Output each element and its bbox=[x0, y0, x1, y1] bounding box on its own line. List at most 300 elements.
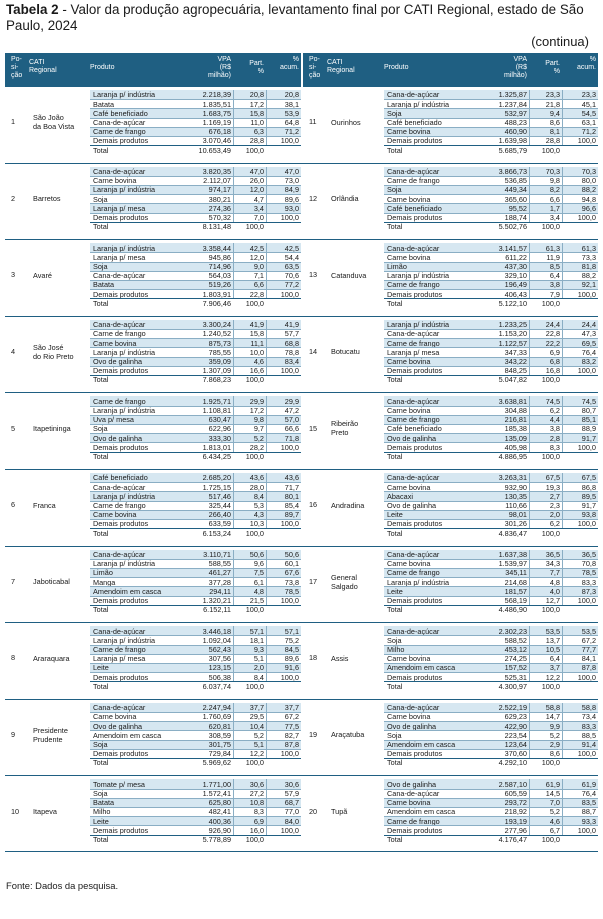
cell-produto: Ovo de galinha bbox=[387, 721, 437, 731]
cell-vpa: 517,46 bbox=[208, 491, 231, 501]
cell-vpa: 123,64 bbox=[504, 740, 527, 749]
cell-produto: Demais produtos bbox=[387, 289, 443, 299]
cell-produto: Uva p/ mesa bbox=[93, 415, 134, 425]
cell-vpa: 400,36 bbox=[208, 816, 231, 826]
cell-produto: Soja bbox=[93, 194, 108, 204]
cell-produto: Laranja p/ indústria bbox=[93, 347, 156, 357]
cell-part: 17,2 bbox=[249, 99, 264, 109]
cell-part: 2,9 bbox=[549, 740, 560, 749]
cell-vpa: 2.247,94 bbox=[202, 703, 231, 713]
cell-part: 8,4 bbox=[253, 672, 264, 682]
cell-vpa: 1.803,91 bbox=[202, 289, 231, 299]
column-rule bbox=[529, 243, 530, 298]
cell-acum: 89,7 bbox=[284, 510, 299, 520]
header-acum: % acum. bbox=[576, 56, 596, 71]
cell-part: 24,4 bbox=[545, 320, 560, 330]
cell-produto: Café beneficiado bbox=[387, 203, 442, 213]
cell-vpa: 2.218,39 bbox=[202, 90, 231, 100]
section-divider bbox=[5, 239, 598, 240]
cell-acum: 73,8 bbox=[284, 577, 299, 587]
cell-acum: 100,0 bbox=[280, 672, 299, 682]
cell-part: 6,8 bbox=[549, 357, 560, 366]
cell-acum: 100,0 bbox=[280, 366, 299, 376]
cell-vpa: 365,60 bbox=[504, 194, 527, 204]
cell-acum: 71,7 bbox=[284, 482, 299, 492]
cell-acum: 93,8 bbox=[581, 510, 596, 520]
cell-acum: 47,3 bbox=[581, 329, 596, 339]
column-rule bbox=[562, 703, 563, 758]
cell-vpa: 1.813,01 bbox=[202, 442, 231, 452]
cell-vpa: 294,11 bbox=[209, 586, 231, 596]
cell-produto: Demais produtos bbox=[387, 749, 443, 759]
cell-acum: 83,5 bbox=[581, 798, 596, 808]
cell-part: 9,7 bbox=[253, 424, 264, 434]
cell-produto: Laranja p/ mesa bbox=[93, 203, 146, 213]
column-rule bbox=[266, 396, 267, 451]
column-rule bbox=[562, 473, 563, 528]
header-cati-regional: CATI Regional bbox=[29, 59, 57, 74]
total-part: 100,0 bbox=[541, 452, 560, 461]
cell-vpa: 1.639,98 bbox=[498, 136, 527, 146]
cell-produto: Demais produtos bbox=[387, 519, 443, 529]
cell-vpa: 307,56 bbox=[208, 654, 231, 664]
cell-produto: Milho bbox=[387, 645, 405, 654]
cell-acum: 50,6 bbox=[284, 550, 299, 559]
column-rule bbox=[233, 90, 234, 145]
header-part: Part. % bbox=[545, 60, 560, 75]
cell-vpa: 3.820,35 bbox=[202, 167, 231, 176]
cell-vpa: 218,92 bbox=[504, 807, 527, 817]
cell-part: 9,4 bbox=[549, 108, 560, 118]
cell-acum: 47,2 bbox=[284, 406, 299, 415]
total-vpa: 4.836,47 bbox=[498, 528, 527, 538]
cell-acum: 88,2 bbox=[581, 271, 596, 281]
cell-vpa: 875,73 bbox=[208, 338, 231, 348]
position-number: 8 bbox=[11, 653, 16, 663]
cell-acum: 89,6 bbox=[284, 654, 299, 664]
cell-part: 27,2 bbox=[249, 789, 264, 798]
cell-vpa: 461,27 bbox=[208, 568, 231, 578]
column-rule bbox=[529, 779, 530, 834]
cell-produto: Carne de frango bbox=[93, 396, 146, 406]
column-rule bbox=[233, 243, 234, 298]
cell-acum: 58,8 bbox=[581, 703, 596, 713]
cell-acum: 89,5 bbox=[581, 491, 596, 501]
total-vpa: 10.653,49 bbox=[198, 145, 231, 155]
cell-produto: Laranja p/ mesa bbox=[387, 347, 440, 357]
total-part: 100,0 bbox=[541, 528, 560, 538]
cell-part: 9,3 bbox=[253, 645, 264, 654]
cell-acum: 37,7 bbox=[284, 703, 299, 713]
cell-produto: Demais produtos bbox=[93, 442, 149, 452]
cell-produto: Laranja p/ indústria bbox=[93, 90, 156, 100]
cell-vpa: 1.925,71 bbox=[202, 396, 231, 406]
cell-produto: Amendoim em casca bbox=[387, 663, 456, 673]
cell-vpa: 1.572,41 bbox=[202, 789, 231, 798]
cell-produto: Carne bovina bbox=[387, 712, 431, 722]
cell-vpa: 1.683,75 bbox=[202, 108, 231, 118]
cell-produto: Leite bbox=[387, 586, 403, 596]
cell-produto: Cana-de-açúcar bbox=[387, 703, 440, 713]
cell-acum: 67,5 bbox=[581, 473, 596, 483]
cell-vpa: 3.300,24 bbox=[202, 320, 231, 330]
cell-vpa: 611,22 bbox=[505, 252, 527, 262]
total-vpa: 7.906,46 bbox=[202, 298, 231, 308]
header-vpa: VPA (R$ milhão) bbox=[208, 56, 231, 79]
cell-produto: Carne de frango bbox=[93, 127, 146, 137]
cell-vpa: 974,17 bbox=[208, 185, 231, 195]
cell-produto: Carne bovina bbox=[93, 712, 137, 722]
cell-vpa: 3.263,31 bbox=[498, 473, 527, 483]
column-rule bbox=[529, 396, 530, 451]
cati-regional-name: Avaré bbox=[33, 270, 52, 280]
cell-vpa: 3.866,73 bbox=[498, 167, 527, 176]
cell-acum: 88,2 bbox=[581, 185, 596, 195]
cell-part: 11,1 bbox=[250, 338, 264, 348]
cell-part: 10,3 bbox=[249, 519, 264, 529]
cell-part: 1,7 bbox=[549, 203, 560, 213]
total-vpa: 5.969,62 bbox=[202, 758, 231, 768]
total-vpa: 4.292,10 bbox=[498, 758, 527, 768]
cell-produto: Demais produtos bbox=[93, 213, 149, 222]
cell-produto: Carne bovina bbox=[387, 482, 431, 492]
cell-acum: 54,4 bbox=[284, 252, 299, 262]
cell-acum: 67,6 bbox=[284, 568, 299, 578]
cell-vpa: 570,32 bbox=[208, 213, 231, 222]
cell-part: 12,2 bbox=[249, 749, 264, 759]
cell-produto: Cana-de-açúcar bbox=[387, 473, 440, 483]
cell-part: 8,1 bbox=[549, 127, 560, 137]
cell-acum: 92,1 bbox=[581, 280, 596, 290]
cell-part: 20,8 bbox=[249, 90, 264, 100]
cell-part: 61,3 bbox=[545, 243, 560, 253]
cell-part: 5,3 bbox=[253, 501, 264, 510]
cell-vpa: 3.141,57 bbox=[498, 243, 527, 253]
cell-part: 5,1 bbox=[253, 654, 264, 664]
section-divider bbox=[5, 163, 598, 164]
cell-vpa: 714,96 bbox=[208, 262, 231, 271]
cell-acum: 85,1 bbox=[581, 415, 596, 425]
cell-produto: Carne de frango bbox=[387, 568, 440, 578]
cell-produto: Cana-de-açúcar bbox=[93, 320, 146, 330]
total-vpa: 6.152,11 bbox=[203, 605, 231, 615]
cell-part: 2,3 bbox=[549, 501, 560, 510]
cell-vpa: 1.240,52 bbox=[202, 329, 231, 339]
cell-part: 7,9 bbox=[549, 289, 560, 299]
cell-part: 36,5 bbox=[545, 550, 560, 559]
cell-produto: Cana-de-açúcar bbox=[387, 167, 440, 176]
cell-vpa: 633,59 bbox=[208, 519, 231, 529]
cell-acum: 64,8 bbox=[284, 118, 299, 127]
source-note: Fonte: Dados da pesquisa. bbox=[6, 880, 119, 891]
cell-vpa: 460,90 bbox=[504, 127, 527, 137]
total-part: 100,0 bbox=[541, 758, 560, 768]
cell-part: 16,0 bbox=[249, 825, 264, 835]
cell-part: 10,4 bbox=[249, 721, 264, 731]
total-produto: Total bbox=[387, 375, 403, 385]
cell-part: 34,3 bbox=[545, 559, 560, 569]
cell-acum: 36,5 bbox=[581, 550, 596, 559]
total-produto: Total bbox=[93, 681, 109, 691]
cell-vpa: 301,75 bbox=[208, 740, 231, 749]
total-vpa: 5.778,89 bbox=[202, 835, 231, 844]
cell-vpa: 932,90 bbox=[504, 482, 527, 492]
cell-part: 4,6 bbox=[549, 816, 560, 826]
cell-acum: 80,1 bbox=[284, 491, 299, 501]
cell-acum: 80,0 bbox=[581, 176, 596, 186]
cell-acum: 88,9 bbox=[581, 424, 596, 434]
cell-acum: 53,9 bbox=[284, 108, 299, 118]
cell-vpa: 196,49 bbox=[504, 280, 527, 290]
cell-vpa: 223,54 bbox=[504, 730, 527, 740]
cell-part: 9,6 bbox=[253, 559, 264, 569]
cell-vpa: 536,85 bbox=[504, 176, 527, 186]
cell-part: 28,8 bbox=[249, 136, 264, 146]
header-acum: % acum. bbox=[279, 56, 299, 71]
cell-vpa: 274,25 bbox=[504, 654, 527, 664]
cell-vpa: 2.587,10 bbox=[498, 779, 527, 789]
position-number: 7 bbox=[11, 576, 16, 586]
cati-regional-name: Araraquara bbox=[33, 653, 70, 663]
column-rule bbox=[233, 320, 234, 375]
cell-part: 6,3 bbox=[253, 127, 264, 137]
cell-vpa: 729,84 bbox=[208, 749, 231, 759]
cell-produto: Laranja p/ indústria bbox=[93, 243, 156, 253]
cell-part: 6,2 bbox=[549, 519, 560, 529]
cell-acum: 70,8 bbox=[581, 559, 596, 569]
cell-part: 8,6 bbox=[549, 749, 560, 759]
cell-acum: 73,4 bbox=[581, 712, 596, 722]
cell-acum: 67,2 bbox=[581, 635, 596, 645]
cell-vpa: 329,10 bbox=[504, 271, 527, 281]
cati-regional-name: Araçatuba bbox=[331, 730, 365, 740]
cell-acum: 100,0 bbox=[577, 749, 596, 759]
cell-acum: 77,5 bbox=[284, 721, 299, 731]
cell-produto: Amendoim em casca bbox=[93, 586, 162, 596]
total-produto: Total bbox=[93, 298, 109, 308]
position-number: 14 bbox=[309, 347, 318, 356]
total-produto: Total bbox=[387, 298, 403, 308]
column-rule bbox=[562, 550, 563, 605]
cell-vpa: 1.835,51 bbox=[202, 99, 231, 109]
cell-acum: 96,6 bbox=[581, 203, 596, 213]
cell-part: 12,7 bbox=[545, 596, 560, 605]
cell-acum: 91,4 bbox=[581, 740, 596, 749]
cell-part: 28,2 bbox=[249, 442, 264, 452]
cell-acum: 91,7 bbox=[581, 433, 596, 443]
cell-acum: 82,7 bbox=[284, 730, 299, 740]
cell-acum: 93,0 bbox=[284, 203, 299, 213]
column-rule bbox=[266, 550, 267, 605]
cell-acum: 77,2 bbox=[284, 280, 299, 290]
column-rule bbox=[233, 473, 234, 528]
cell-produto: Cana-de-açúcar bbox=[387, 626, 440, 636]
cell-part: 4,8 bbox=[253, 586, 264, 596]
cell-vpa: 422,90 bbox=[504, 721, 527, 731]
total-vpa: 4.176,47 bbox=[498, 835, 527, 844]
cell-produto: Soja bbox=[93, 262, 108, 271]
column-rule bbox=[562, 396, 563, 451]
cell-part: 7,1 bbox=[253, 271, 264, 281]
cell-part: 6,9 bbox=[253, 816, 264, 826]
cell-produto: Café beneficiado bbox=[93, 108, 148, 118]
column-rule bbox=[562, 167, 563, 222]
cell-acum: 29,9 bbox=[284, 396, 299, 406]
position-number: 5 bbox=[11, 423, 16, 433]
table-bottom-rule bbox=[5, 851, 598, 852]
position-number: 11 bbox=[309, 117, 317, 127]
total-part: 100,0 bbox=[245, 528, 264, 538]
cell-produto: Carne bovina bbox=[387, 252, 431, 262]
cell-acum: 88,7 bbox=[581, 807, 596, 817]
cell-vpa: 1.760,69 bbox=[202, 712, 231, 722]
cell-part: 6,6 bbox=[253, 280, 264, 290]
cell-vpa: 2.302,23 bbox=[498, 626, 527, 636]
header-produto: Produto bbox=[90, 64, 115, 71]
cell-vpa: 785,55 bbox=[208, 347, 231, 357]
cell-acum: 41,9 bbox=[284, 320, 299, 330]
column-rule bbox=[233, 626, 234, 681]
cell-acum: 60,1 bbox=[284, 559, 299, 569]
cell-produto: Leite bbox=[93, 816, 109, 826]
cell-part: 9,8 bbox=[253, 415, 264, 425]
cell-acum: 100,0 bbox=[577, 136, 596, 146]
cell-produto: Soja bbox=[387, 730, 402, 740]
cell-part: 8,6 bbox=[549, 118, 560, 127]
cell-part: 47,0 bbox=[249, 167, 264, 176]
cell-acum: 45,1 bbox=[581, 99, 596, 109]
cell-part: 12,0 bbox=[249, 185, 264, 195]
cell-acum: 100,0 bbox=[577, 366, 596, 376]
cell-part: 8,4 bbox=[253, 491, 264, 501]
cell-part: 14,7 bbox=[545, 712, 560, 722]
cell-acum: 71,2 bbox=[284, 127, 299, 137]
cell-produto: Carne bovina bbox=[387, 654, 431, 664]
cell-vpa: 3.070,46 bbox=[202, 136, 231, 146]
cell-acum: 57,0 bbox=[284, 415, 299, 425]
cell-produto: Soja bbox=[93, 424, 108, 434]
cell-produto: Limão bbox=[93, 568, 113, 578]
cell-produto: Ovo de galinha bbox=[93, 433, 143, 443]
cati-regional-name: Assis bbox=[331, 653, 349, 663]
total-vpa: 6.434,25 bbox=[202, 452, 231, 461]
cell-acum: 57,7 bbox=[284, 329, 299, 339]
cell-part: 6,9 bbox=[549, 347, 560, 357]
cell-produto: Carne de frango bbox=[387, 176, 440, 186]
cell-part: 3,4 bbox=[549, 213, 560, 222]
cell-vpa: 277,96 bbox=[504, 825, 527, 835]
cell-part: 8,5 bbox=[549, 262, 560, 271]
column-rule bbox=[266, 703, 267, 758]
cell-vpa: 926,90 bbox=[208, 825, 231, 835]
cell-acum: 68,8 bbox=[284, 338, 299, 348]
section-divider bbox=[5, 392, 598, 393]
cell-acum: 100,0 bbox=[577, 825, 596, 835]
total-part: 100,0 bbox=[245, 145, 264, 155]
cell-produto: Carne bovina bbox=[387, 357, 431, 366]
cell-part: 74,5 bbox=[545, 396, 560, 406]
total-produto: Total bbox=[93, 835, 109, 844]
header-produto: Produto bbox=[384, 64, 409, 71]
cell-produto: Carne bovina bbox=[387, 406, 431, 415]
cell-acum: 87,8 bbox=[581, 663, 596, 673]
total-part: 100,0 bbox=[245, 681, 264, 691]
cell-vpa: 370,60 bbox=[504, 749, 527, 759]
cell-vpa: 95,52 bbox=[508, 203, 527, 213]
cell-vpa: 274,36 bbox=[208, 203, 231, 213]
cell-vpa: 1.092,04 bbox=[202, 635, 231, 645]
cell-acum: 76,4 bbox=[581, 789, 596, 798]
cell-part: 3,8 bbox=[549, 280, 560, 290]
cell-vpa: 1.233,25 bbox=[498, 320, 527, 330]
cell-acum: 91,7 bbox=[581, 501, 596, 510]
cell-produto: Café beneficiado bbox=[93, 473, 148, 483]
cell-part: 28,8 bbox=[545, 136, 560, 146]
cell-part: 9,9 bbox=[549, 721, 560, 731]
column-rule bbox=[529, 473, 530, 528]
cell-part: 17,2 bbox=[249, 406, 264, 415]
cell-acum: 78,8 bbox=[284, 347, 299, 357]
cell-part: 10,8 bbox=[249, 798, 264, 808]
cell-vpa: 1.539,97 bbox=[498, 559, 527, 569]
cati-regional-name: São João da Boa Vista bbox=[33, 113, 75, 131]
cell-acum: 93,3 bbox=[581, 816, 596, 826]
total-produto: Total bbox=[387, 528, 403, 538]
cell-acum: 88,5 bbox=[581, 730, 596, 740]
column-rule bbox=[562, 90, 563, 145]
position-number: 3 bbox=[11, 270, 16, 280]
cell-acum: 77,7 bbox=[581, 645, 596, 654]
cell-produto: Soja bbox=[387, 635, 402, 645]
cell-vpa: 214,68 bbox=[504, 577, 527, 587]
cell-vpa: 380,21 bbox=[208, 194, 231, 204]
cell-part: 8,3 bbox=[253, 807, 264, 817]
cell-vpa: 123,15 bbox=[208, 663, 231, 673]
cell-produto: Soja bbox=[93, 789, 108, 798]
cell-vpa: 564,03 bbox=[208, 271, 231, 281]
cell-produto: Carne de frango bbox=[93, 645, 146, 654]
cell-produto: Carne de frango bbox=[387, 816, 440, 826]
total-part: 100,0 bbox=[541, 222, 560, 232]
cell-acum: 83,4 bbox=[284, 357, 299, 366]
header-position: Po- si- ção bbox=[309, 56, 321, 79]
cell-vpa: 377,28 bbox=[208, 577, 231, 587]
cell-part: 6,1 bbox=[253, 577, 264, 587]
column-rule bbox=[266, 473, 267, 528]
total-vpa: 5.122,10 bbox=[498, 298, 527, 308]
column-rule bbox=[233, 703, 234, 758]
cell-vpa: 359,09 bbox=[208, 357, 231, 366]
cell-part: 29,9 bbox=[249, 396, 264, 406]
cell-vpa: 157,52 bbox=[504, 663, 527, 673]
cell-part: 3,7 bbox=[549, 663, 560, 673]
cell-produto: Demais produtos bbox=[93, 825, 149, 835]
cell-vpa: 1.325,87 bbox=[498, 90, 527, 100]
total-produto: Total bbox=[93, 452, 109, 461]
cell-acum: 100,0 bbox=[577, 213, 596, 222]
cell-part: 9,8 bbox=[549, 176, 560, 186]
column-rule bbox=[266, 243, 267, 298]
cati-regional-name: Ourinhos bbox=[331, 117, 361, 127]
header-position: Po- si- ção bbox=[11, 56, 23, 79]
cell-produto: Laranja p/ indústria bbox=[387, 271, 450, 281]
section-divider bbox=[5, 469, 598, 470]
cell-vpa: 453,12 bbox=[504, 645, 527, 654]
cell-vpa: 519,26 bbox=[208, 280, 231, 290]
cell-part: 21,8 bbox=[545, 99, 560, 109]
cell-vpa: 525,31 bbox=[504, 672, 527, 682]
cati-regional-name: Barretos bbox=[33, 194, 61, 204]
